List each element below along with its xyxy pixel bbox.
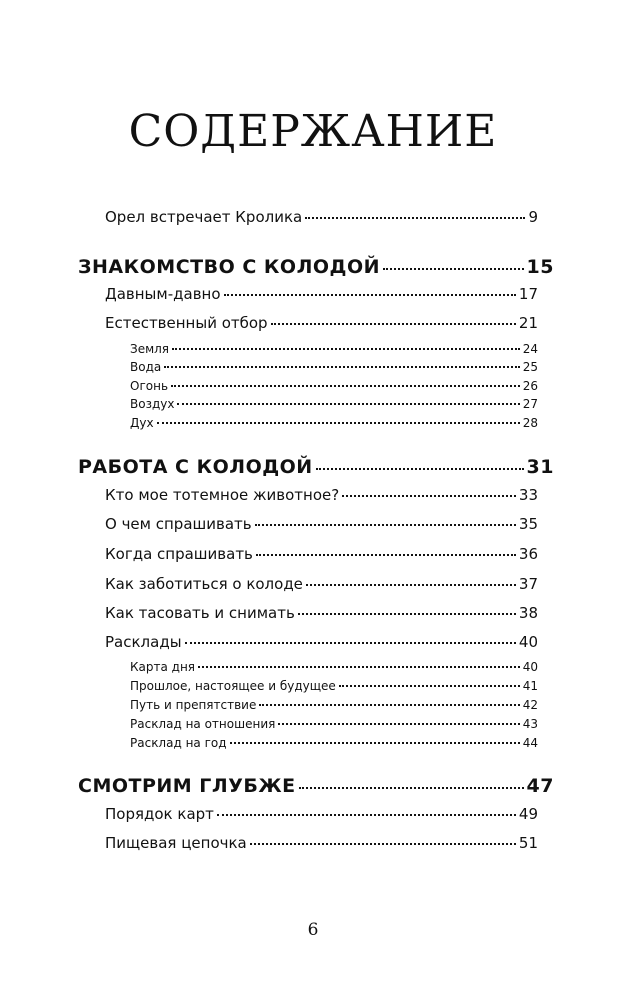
toc-entry bbox=[130, 661, 538, 673]
toc-entry-page: 33 bbox=[518, 486, 538, 504]
toc-entry bbox=[130, 380, 538, 392]
dot-leader bbox=[224, 294, 516, 296]
toc-entry-page: 9 bbox=[528, 208, 538, 226]
toc-entry-page: 42 bbox=[522, 698, 538, 712]
toc-entry-page: 15 bbox=[526, 256, 554, 278]
dot-leader bbox=[177, 403, 519, 405]
dot-leader bbox=[342, 495, 516, 497]
toc-entry-title: Дух bbox=[130, 416, 154, 430]
toc-entry-title: Расклад на год bbox=[130, 736, 227, 750]
toc-entry-page: 26 bbox=[522, 379, 538, 393]
toc-section-heading bbox=[78, 458, 554, 477]
toc-entry bbox=[105, 807, 538, 822]
dot-leader bbox=[383, 268, 524, 270]
toc-entry bbox=[130, 343, 538, 355]
toc-entry-title: Как тасовать и снимать bbox=[105, 604, 295, 622]
dot-leader bbox=[278, 723, 519, 725]
dot-leader bbox=[306, 584, 516, 586]
toc-entry-title: Расклад на отношения bbox=[130, 717, 276, 731]
toc-entry-page: 47 bbox=[526, 775, 554, 797]
dot-leader bbox=[255, 524, 516, 526]
dot-leader bbox=[164, 366, 519, 368]
toc-entry bbox=[105, 836, 538, 851]
toc-entry-page: 31 bbox=[526, 456, 554, 478]
toc-entry-title: Прошлое, настоящее и будущее bbox=[130, 679, 336, 693]
toc-entry-title: СМОТРИМ ГЛУБЖЕ bbox=[78, 775, 296, 797]
toc-entry-page: 38 bbox=[518, 604, 538, 622]
toc-entry bbox=[105, 577, 538, 592]
toc-entry bbox=[105, 517, 538, 532]
toc-entry-page: 36 bbox=[518, 545, 538, 563]
toc-entry bbox=[105, 316, 538, 331]
dot-leader bbox=[230, 742, 520, 744]
toc-entry-page: 27 bbox=[522, 397, 538, 411]
toc-entry bbox=[130, 718, 538, 730]
toc-entry bbox=[105, 287, 538, 302]
toc-entry-page: 49 bbox=[518, 805, 538, 823]
dot-leader bbox=[157, 422, 520, 424]
toc-entry-title: Расклады bbox=[105, 633, 182, 651]
toc-entry-page: 21 bbox=[518, 314, 538, 332]
toc-entry bbox=[105, 547, 538, 562]
toc-entry bbox=[105, 606, 538, 621]
toc-entry bbox=[130, 737, 538, 749]
dot-leader bbox=[172, 348, 520, 350]
toc-entry bbox=[130, 699, 538, 711]
toc-entry bbox=[130, 398, 538, 410]
toc-entry-page: 51 bbox=[518, 834, 538, 852]
toc-entry-title: Воздух bbox=[130, 397, 175, 411]
toc-entry-page: 35 bbox=[518, 515, 538, 533]
dot-leader bbox=[185, 642, 516, 644]
toc-entry-title: РАБОТА С КОЛОДОЙ bbox=[78, 456, 313, 478]
dot-leader bbox=[316, 468, 524, 470]
toc-entry-page: 25 bbox=[522, 360, 538, 374]
dot-leader bbox=[271, 323, 516, 325]
page-title: СОДЕРЖАНИЕ bbox=[128, 106, 498, 157]
dot-leader bbox=[305, 217, 525, 219]
toc-entry-page: 44 bbox=[522, 736, 538, 750]
toc-entry-page: 17 bbox=[518, 285, 538, 303]
toc-entry-page: 40 bbox=[518, 633, 538, 651]
toc-entry-title: Естественный отбор bbox=[105, 314, 268, 332]
dot-leader bbox=[250, 843, 516, 845]
toc-entry bbox=[105, 488, 538, 503]
toc-entry bbox=[130, 417, 538, 429]
dot-leader bbox=[339, 685, 520, 687]
toc-entry bbox=[105, 210, 538, 225]
dot-leader bbox=[256, 554, 516, 556]
toc-entry-title: Огонь bbox=[130, 379, 169, 393]
toc-entry-title: О чем спрашивать bbox=[105, 515, 252, 533]
toc-entry-title: Земля bbox=[130, 342, 170, 356]
toc-entry-page: 24 bbox=[522, 342, 538, 356]
toc-entry-title: Порядок карт bbox=[105, 805, 214, 823]
toc-entry-title: Кто мое тотемное животное? bbox=[105, 486, 340, 504]
toc-entry bbox=[130, 361, 538, 373]
dot-leader bbox=[299, 787, 524, 789]
dot-leader bbox=[217, 814, 516, 816]
toc-entry-page: 43 bbox=[522, 717, 538, 731]
toc-entry-title: ЗНАКОМСТВО С КОЛОДОЙ bbox=[78, 256, 380, 278]
dot-leader bbox=[198, 666, 520, 668]
dot-leader bbox=[298, 613, 516, 615]
toc-entry-title: Пищевая цепочка bbox=[105, 834, 247, 852]
dot-leader bbox=[171, 385, 520, 387]
toc-entry bbox=[105, 635, 538, 650]
toc-entry-page: 28 bbox=[522, 416, 538, 430]
toc-entry-title: Как заботиться о колоде bbox=[105, 575, 303, 593]
toc-entry-title: Карта дня bbox=[130, 660, 196, 674]
page-number: 6 bbox=[307, 920, 319, 940]
toc-section-heading bbox=[78, 258, 554, 277]
dot-leader bbox=[259, 704, 519, 706]
toc-entry-title: Давным-давно bbox=[105, 285, 221, 303]
toc-entry-page: 41 bbox=[522, 679, 538, 693]
toc-entry-title: Когда спрашивать bbox=[105, 545, 253, 563]
toc-entry-title: Вода bbox=[130, 360, 162, 374]
toc-entry-page: 40 bbox=[522, 660, 538, 674]
toc-entry-title: Путь и препятствие bbox=[130, 698, 257, 712]
toc-entry-title: Орел встречает Кролика bbox=[105, 208, 303, 226]
toc-section-heading bbox=[78, 777, 554, 796]
toc-entry bbox=[130, 680, 538, 692]
toc-entry-page: 37 bbox=[518, 575, 538, 593]
